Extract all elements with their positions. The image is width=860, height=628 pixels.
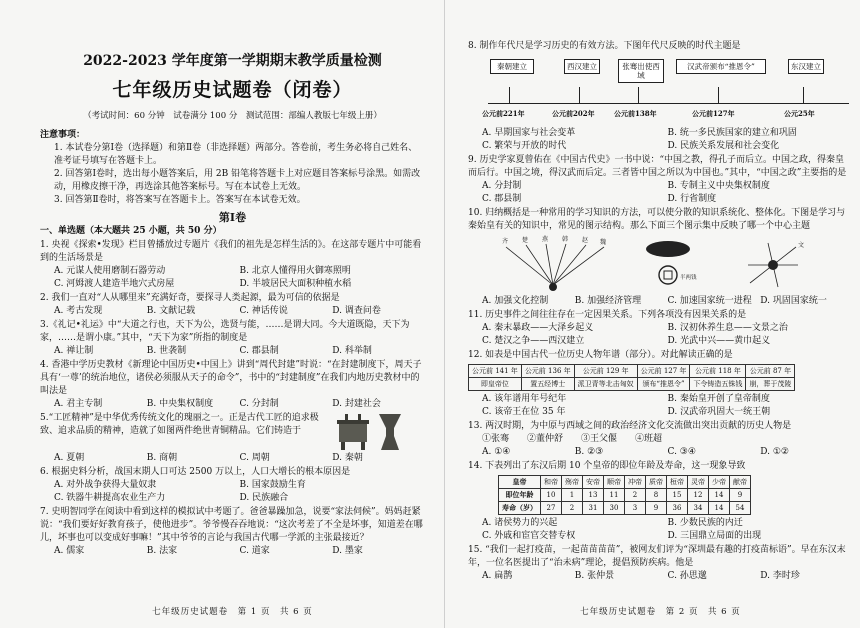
lifespan-cell: 寿命（岁） — [499, 502, 541, 515]
question-6-options — [40, 479, 425, 505]
q14-option-C[interactable]: C. 外戚和宦官交替专权 — [482, 531, 576, 541]
timeline-box-zhang-qian: 张骞出使西域 — [618, 59, 664, 83]
accession-age-cell: 14 — [709, 489, 730, 502]
emperor-name-cell: 顺帝 — [604, 476, 625, 489]
notice-heading: 注意事项： — [40, 130, 86, 140]
timeline-date-2: 公元前202年 — [552, 109, 595, 118]
q4-option-A[interactable]: A. 君主专制 — [54, 399, 103, 409]
chronology-year-cell: 公元前 127 年 — [637, 365, 690, 378]
chronology-table — [468, 364, 795, 391]
q12-option-D[interactable]: D. 汉武帝巩固大一统王朝 — [667, 407, 771, 417]
q4-option-C[interactable]: C. 分封制 — [239, 399, 279, 409]
q15-option-C[interactable]: C. 孙思邈 — [667, 571, 707, 581]
section-heading: 一、单选题（本大题共 25 小题，共 50 分） — [40, 226, 222, 236]
emperor-name-cell: 桓帝 — [667, 476, 688, 489]
lifespan-cell: 31 — [583, 502, 604, 515]
exam-main-title: 七年级历史试题卷（闭卷） — [112, 79, 353, 101]
accession-age-cell: 12 — [688, 489, 709, 502]
q10-option-D[interactable]: D. 巩固国家统一 — [760, 296, 827, 306]
q6-option-A[interactable]: A. 对外战争获得大量奴隶 — [54, 480, 157, 490]
q8-option-D[interactable]: D. 民族关系发展和社会变化 — [667, 141, 780, 151]
q13-option-D[interactable]: D. ①② — [760, 447, 790, 457]
right-column — [468, 0, 853, 628]
q9-option-D[interactable]: D. 行省制度 — [667, 194, 717, 204]
q1-option-C[interactable]: C. 河姆渡人建造半地穴式房屋 — [54, 279, 175, 289]
q11-option-D[interactable]: D. 光武中兴——黄巾起义 — [667, 336, 771, 346]
lifespan-cell: 14 — [709, 502, 730, 515]
q2-option-A[interactable]: A. 考古发现 — [54, 306, 103, 316]
accession-age-cell: 10 — [541, 489, 562, 502]
question-10-stem: 10. 归纳概括是一种常用的学习知识的方法，可以使分散的知识系统化、整体化。下图是学习与秦始皇有关的知识中，常见的图示结构。那么下面三个图示集中反映了哪一个中心主题 — [468, 208, 846, 231]
accession-age-cell: 2 — [625, 489, 646, 502]
q3-option-A[interactable]: A. 禅让制 — [54, 346, 94, 356]
chronology-year-cell: 公元前 87 年 — [746, 365, 795, 378]
question-15-stem: 15. “我们一起打疫苗，一起苗苗苗苗”，被网友们评为“深圳最有趣的打疫苗标语”。早在东汉末年，一位名医提出了“治未病”理论，提倡预防疾病。他是 — [468, 545, 846, 568]
question-4-stem: 4. 香港中学历史教材《新理论中国历史•中国上》讲到“周代封建”时说：“在封建制度下，周天子具有‘一尊’的统治地位，诸侯必须服从天子的命令”，书中的“封建制度”在我们内地历史教材中的叫法是 — [40, 360, 422, 396]
q4-option-D[interactable]: D. 封建社会 — [332, 399, 381, 409]
emperor-name-cell: 冲帝 — [625, 476, 646, 489]
q3-option-B[interactable]: B. 世袭制 — [146, 346, 187, 356]
question-14-stem: 14. 下表列出了东汉后期 10 个皇帝的即位年龄及寿命，这一现象导致 — [468, 461, 746, 471]
chronology-year-cell: 公元前 118 年 — [690, 365, 746, 378]
timeline-date-1: 公元前221年 — [482, 109, 525, 118]
q8-option-A[interactable]: A. 早期国家与社会变革 — [482, 128, 576, 138]
question-11-options — [468, 322, 853, 348]
svg-text:齐: 齐 — [502, 238, 509, 245]
timeline-box-tuien-ling: 汉武帝颁布“推恩令” — [676, 59, 766, 74]
accession-age-cell: 11 — [604, 489, 625, 502]
q10-option-C[interactable]: C. 加速国家统一进程 — [667, 296, 752, 306]
question-14-options — [468, 517, 853, 543]
question-7-stem: 7. 史明智同学在阅读中看到这样的模拟试中考题了。爸爸暴躁加急，说要“家法伺候”。妈妈赶紧说：“我们要好好教育孩子，使他进步”。爷爷慢吞吞地说：“这次考差了不全是坏事，知道差在哪儿，坏事也可以变成好事嘛！”其中爷爷的言论与我国古代哪一学派的主张最接近？ — [40, 507, 423, 543]
q12-option-C[interactable]: C. 该帝王在位 35 年 — [482, 407, 566, 417]
question-3-stem: 3.《礼记•礼运》中“大道之行也，天下为公，选贤与能，……是谓大同。今大道既隐，天下为家，……是谓小康。”其中，“天下为家”所指的制度是 — [40, 320, 410, 343]
notice-1: 1. 本试卷分第Ⅰ卷（选择题）和第Ⅱ卷（非选择题）两部分。答卷前，考生务必将自己姓名、准考证号填写在答题卡上。 — [54, 143, 418, 166]
column-divider — [444, 0, 445, 628]
timeline-date-5: 公元25年 — [784, 109, 815, 118]
chronology-event-cell: 置五经博士 — [521, 378, 574, 391]
emperor-name-cell: 殇帝 — [562, 476, 583, 489]
svg-text:燕: 燕 — [542, 236, 549, 243]
q3-option-D[interactable]: D. 科举制 — [332, 346, 372, 356]
left-questions — [40, 239, 425, 558]
svg-text:楚: 楚 — [522, 237, 529, 244]
question-11-stem: 11. 历史事件之间往往存在一定因果关系。下列各项没有因果关系的是 — [468, 310, 747, 320]
svg-text:韩: 韩 — [562, 236, 569, 243]
q2-option-D[interactable]: D. 调查问卷 — [332, 306, 381, 316]
bronze-vessels-image — [335, 412, 405, 452]
svg-text:赵: 赵 — [582, 237, 589, 244]
diagram-label-wen: 文 — [798, 242, 805, 249]
notice-3: 3. 回答第Ⅱ卷时，将答案写在答题卡上。答案写在本试卷无效。 — [54, 195, 306, 205]
emperor-name-cell: 献帝 — [730, 476, 751, 489]
emperor-name-cell: 和帝 — [541, 476, 562, 489]
emperor-name-cell: 质帝 — [646, 476, 667, 489]
qin-diagram — [498, 235, 853, 293]
accession-age-cell: 即位年龄 — [499, 489, 541, 502]
q1-option-B[interactable]: B. 北京人懂得用火御寒照明 — [239, 266, 351, 276]
question-4-options — [40, 398, 425, 411]
question-3-options — [40, 345, 425, 358]
q13-option-A[interactable]: A. ①④ — [482, 447, 511, 457]
left-column — [40, 0, 425, 628]
q13-option-B[interactable]: B. ②③ — [574, 447, 604, 457]
exam-info: （考试时间：60 分钟 试卷满分 100 分 测试范围：部编人教版七年级上册） — [83, 111, 382, 121]
q11-option-A[interactable]: A. 秦末暴政——大泽乡起义 — [482, 323, 594, 333]
accession-age-cell: 15 — [667, 489, 688, 502]
timeline-box-western-han: 西汉建立 — [564, 59, 600, 74]
chronology-year-cell: 公元前 129 年 — [574, 365, 637, 378]
q13-option-C[interactable]: C. ③④ — [667, 447, 696, 457]
q8-option-B[interactable]: B. 统一多民族国家的建立和巩固 — [667, 128, 797, 138]
q14-option-A[interactable]: A. 诸侯势力的兴起 — [482, 518, 558, 528]
q11-option-C[interactable]: C. 楚汉之争——西汉建立 — [482, 336, 585, 346]
q6-option-B[interactable]: B. 国家鼓励生育 — [239, 480, 306, 490]
accession-age-cell: 8 — [646, 489, 667, 502]
question-7-options — [40, 545, 425, 558]
lifespan-cell: 3 — [625, 502, 646, 515]
timeline-box-qin: 秦朝建立 — [490, 59, 534, 74]
q2-option-C[interactable]: C. 神话传说 — [239, 306, 288, 316]
q11-option-B[interactable]: B. 汉初休养生息——文景之治 — [667, 323, 788, 333]
chronology-event-cell: 颁布“推恩令” — [637, 378, 690, 391]
q12-option-A[interactable]: A. 该年谱用年号纪年 — [482, 394, 567, 404]
q7-option-B[interactable]: B. 法家 — [146, 546, 178, 556]
svg-text:魏: 魏 — [600, 239, 607, 246]
q10-option-A[interactable]: A. 加强文化控制 — [482, 296, 549, 306]
chronology-event-cell: 崩，葬于茂陵 — [746, 378, 795, 391]
q12-option-B[interactable]: B. 秦始皇开创了皇帝制度 — [667, 394, 770, 404]
emperors-table — [498, 475, 751, 515]
lifespan-cell: 36 — [667, 502, 688, 515]
q7-option-D[interactable]: D. 墨家 — [332, 546, 363, 556]
q7-option-C[interactable]: C. 道家 — [239, 546, 270, 556]
q1-option-A[interactable]: A. 元谋人使用磨制石器劳动 — [54, 266, 166, 276]
notice-2: 2. 回答第Ⅰ卷时，选出每小题答案后，用 2B 铅笔将答题卡上对应题目答案标号涂黑。如需改动，用橡皮擦干净，再选涂其他答案标号。写在本试卷上无效。 — [54, 169, 421, 192]
q9-option-B[interactable]: B. 专制主义中央集权制度 — [667, 181, 770, 191]
accession-age-cell: 1 — [562, 489, 583, 502]
page-footer-1: 七年级历史试题卷 第 1 页 共 6 页 — [152, 607, 313, 617]
question-8-stem: 8. 制作年代尺是学习历史的有效方法。下图年代尺反映的时代主题是 — [468, 41, 741, 51]
accession-age-cell: 13 — [583, 489, 604, 502]
question-9-options — [468, 180, 853, 206]
exam-year-title: 2022-2023 学年度第一学期期末教学质量检测 — [83, 53, 382, 69]
question-5-stem — [40, 412, 425, 452]
question-15-options — [468, 570, 853, 583]
question-10-options — [468, 295, 853, 308]
emperor-name-cell: 灵帝 — [688, 476, 709, 489]
lifespan-cell: 2 — [562, 502, 583, 515]
lifespan-cell: 30 — [604, 502, 625, 515]
lifespan-cell: 27 — [541, 502, 562, 515]
question-1-stem: 1. 央视《探索•发现》栏目曾播放过专题片《我们的祖先是怎样生活的》。在这部专题片中可能看到的生活场景是 — [40, 240, 422, 263]
chronology-event-cell: 派卫青等北击匈奴 — [574, 378, 637, 391]
q15-option-B[interactable]: B. 张仲景 — [574, 571, 615, 581]
q15-option-A[interactable]: A. 扁鹊 — [482, 571, 513, 581]
page-footer-2: 七年级历史试题卷 第 2 页 共 6 页 — [580, 607, 741, 617]
timeline-diagram — [468, 57, 853, 125]
q5-option-C[interactable]: C. 周朝 — [239, 453, 270, 463]
timeline-date-4: 公元前127年 — [692, 109, 735, 118]
question-12-stem: 12. 如表是中国古代一位历史人物年谱（部分）。对此解读正确的是 — [468, 350, 733, 360]
lifespan-cell: 34 — [688, 502, 709, 515]
q1-option-D[interactable]: D. 半坡居民大面积种植水稻 — [239, 279, 352, 289]
question-13-options — [468, 446, 853, 459]
q3-option-C[interactable]: C. 郡县制 — [239, 346, 279, 356]
lifespan-cell: 9 — [646, 502, 667, 515]
timeline-box-eastern-han: 东汉建立 — [788, 59, 824, 74]
emperor-name-cell: 少帝 — [709, 476, 730, 489]
qin-diagram-graphic — [498, 235, 818, 293]
q2-option-B[interactable]: B. 文献记载 — [146, 306, 196, 316]
q15-option-D[interactable]: D. 李时珍 — [760, 571, 800, 581]
q14-option-B[interactable]: B. 少数民族的内迁 — [667, 518, 743, 528]
q9-option-C[interactable]: C. 郡县制 — [482, 194, 522, 204]
question-8-options — [468, 127, 853, 153]
question-6-stem: 6. 根据史料分析，战国末期人口可达 2500 万以上，人口大增长的根本原因是 — [40, 467, 351, 477]
question-12-options — [468, 393, 853, 419]
emperor-name-cell: 皇帝 — [499, 476, 541, 489]
chronology-event-cell: 即皇帝位 — [469, 378, 522, 391]
q6-option-D[interactable]: D. 民族融合 — [239, 493, 289, 503]
q14-option-D[interactable]: D. 三国鼎立局面的出现 — [667, 531, 762, 541]
coin-label: 半两钱 — [680, 275, 697, 281]
question-13-items: ①张骞 ②董仲舒 ③王父偃 ④班超 — [482, 434, 663, 444]
lifespan-cell: 54 — [730, 502, 751, 515]
q5-option-A[interactable]: A. 夏朝 — [54, 453, 85, 463]
chronology-year-cell: 公元前 141 年 — [469, 365, 522, 378]
q10-option-B[interactable]: B. 加强经济管理 — [574, 296, 642, 306]
q8-option-C[interactable]: C. 繁荣与开放的时代 — [482, 141, 567, 151]
question-5-options — [40, 452, 425, 465]
timeline-date-3: 公元前138年 — [614, 109, 657, 118]
question-1-options — [40, 265, 425, 291]
question-5-text: 5.“工匠精神”是中华优秀传统文化的瑰丽之一。正是古代工匠的追求极致、追求品质的精神，造就了如图两件绝世青铜精品。它们铸造于 — [40, 413, 319, 436]
timeline-axis — [488, 103, 849, 104]
q9-option-A[interactable]: A. 分封制 — [482, 181, 522, 191]
q7-option-A[interactable]: A. 儒家 — [54, 546, 85, 556]
emperor-name-cell: 安帝 — [583, 476, 604, 489]
question-2-stem: 2. 我们一直对“人从哪里来”充满好奇，要探寻人类起源，最为可信的依据是 — [40, 293, 340, 303]
volume-title: 第Ⅰ卷 — [218, 211, 247, 224]
chronology-year-cell: 公元前 136 年 — [521, 365, 574, 378]
question-9-stem: 9. 历史学家夏曾佑在《中国古代史》一书中说：“中国之教，得孔子而后立。中国之政，得秦皇而后行。中国之境，得汉武而后定。三者皆中国之所以为中国也。”其中，“中国之政”主要指的是 — [468, 155, 847, 178]
q5-option-B[interactable]: B. 商朝 — [146, 453, 178, 463]
q6-option-C[interactable]: C. 铁器牛耕提高农业生产力 — [54, 493, 166, 503]
q5-option-D[interactable]: D. 秦朝 — [332, 453, 363, 463]
q4-option-B[interactable]: B. 中央集权制度 — [146, 399, 214, 409]
accession-age-cell: 9 — [730, 489, 751, 502]
question-13-stem: 13. 两汉时期，为中原与西域之间的政治经济文化交流做出突出贡献的历史人物是 — [468, 421, 792, 431]
chronology-event-cell: 下令铸造五铢钱 — [690, 378, 746, 391]
question-2-options — [40, 305, 425, 318]
